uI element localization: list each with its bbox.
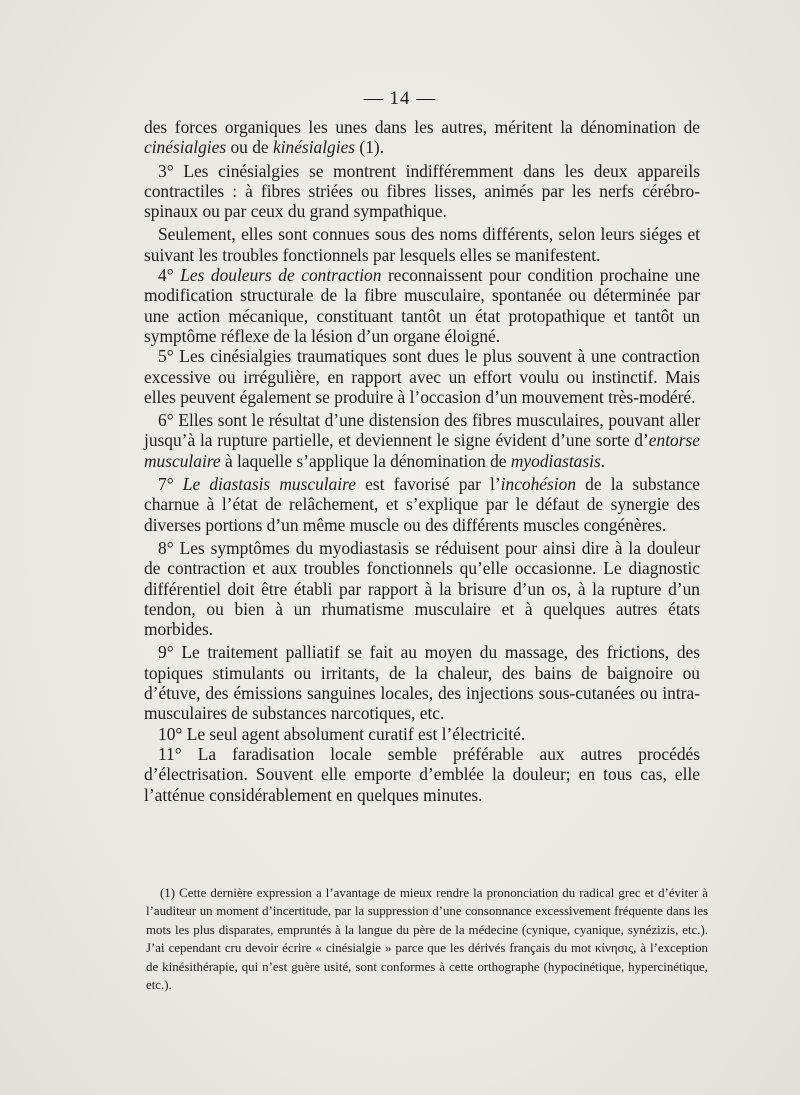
paragraph: 9° Le traitement palliatif se fait au moyen du massage, des frictions, des topiques stimulants ou irritants, de la chaleur, des bains de baignoire ou d’étuve, des émissions sanguines locales, des injections sous-cutanées ou intra-musculaires de substances narcotiques, etc. xyxy=(144,642,700,724)
paragraph: 10° Le seul agent absolument curatif est l’électricité. xyxy=(158,723,526,744)
paragraph: des forces organiques les unes dans les autres, méritent la dénomination de cinésialgies ou de kinésialgies (1). xyxy=(144,117,700,158)
body-text xyxy=(144,117,700,805)
paragraph: 8° Les symptômes du myodiastasis se réduisent pour ainsi dire à la douleur de contraction et aux troubles fonctionnels qu’elle occasionne. Le diagnostic différentiel doit être établi par rapport à la brisure d’un os, à la rupture d’un tendon, ou bien à un rhumatisme musculaire et à quelques autres états morbides. xyxy=(144,537,700,640)
paragraph: 3° Les cinésialgies se montrent indifféremment dans les deux appareils contractiles : à fibres striées ou fibres lisses, animés par les nerfs cérébro-spinaux ou par ceux du grand sympathique. xyxy=(144,160,700,222)
paragraph: 4° Les douleurs de contraction reconnaissent pour condition prochaine une modification structurale de la fibre musculaire, spontanée ou déterminée par une action mécanique, constituant tantôt un état protopathique et tantôt un symptôme réflexe de la lésion d’un organe éloigné. xyxy=(144,265,700,346)
page-number: — 14 — xyxy=(363,88,437,109)
paragraph: 6° Elles sont le résultat d’une distension des fibres musculaires, pouvant aller jusqu’à la rupture partielle, et deviennent le signe évident d’une sorte d’entorse musculaire à laquelle s’applique la dénomination de myodiastasis. xyxy=(144,410,700,471)
paragraph: 11° La faradisation locale semble préférable aux autres procédés d’électrisation. Souvent elle emporte d’emblée la douleur; en tous cas, elle l’atténue considérablement en quelques minutes. xyxy=(144,743,700,805)
paragraph: 7° Le diastasis musculaire est favorisé par l’incohésion de la substance charnue à l’état de relâchement, et s’explique par le défaut de synergie des diverses portions d’un même muscle ou des différents muscles congénères. xyxy=(144,474,701,535)
footnote xyxy=(146,884,708,994)
paragraph: 5° Les cinésialgies traumatiques sont dues le plus souvent à une contraction excessive ou irrégulière, en rapport avec un effort voulu ou instinctif. Mais elles peuvent également se produire à l’occasion d’un mouvement très-modéré. xyxy=(144,346,700,407)
footnote-text: (1) Cette dernière expression a l’avantage de mieux rendre la prononciation du radical grec et d’éviter à l’auditeur un moment d’incertitude, par la suppression d’une consonnance excessivement fréquente dans les mots les plus disparates, empruntés à la langue du père de la médecine (cynique, cyanique, synézizis, etc.). J’ai cependant cru devoir écrire « cinésialgie » parce que les dérivés français du mot κίνησις, à l’exception de kinésithérapie, qui n’est guère usité, sont conformes à cette orthographe (hypocinétique, hypercinétique, etc.). xyxy=(146,886,708,993)
paragraph: Seulement, elles sont connues sous des noms différents, selon leurs siéges et suivant les troubles fonctionnels par lesquels elles se manifestent. xyxy=(144,224,700,265)
